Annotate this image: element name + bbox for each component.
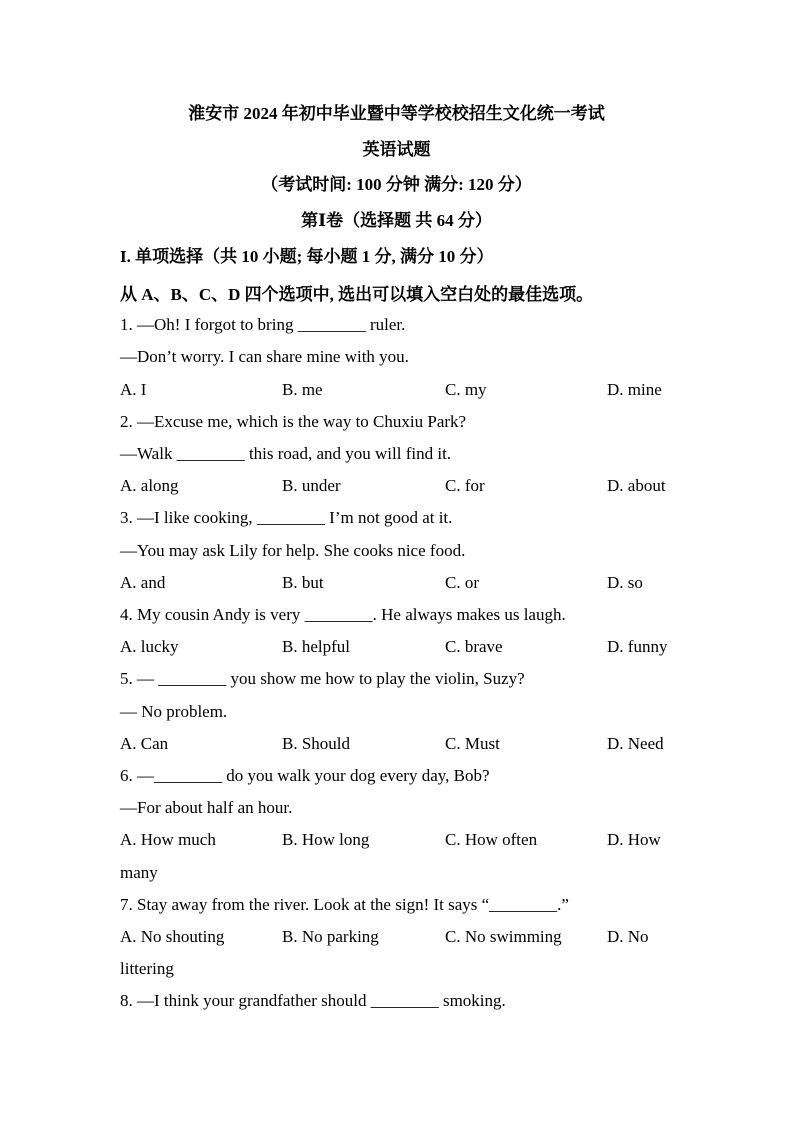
- question-7-option-a: A. No shouting: [120, 927, 225, 946]
- question-2-option-a: A. along: [120, 476, 179, 495]
- question-4-option-a: A. lucky: [120, 637, 179, 656]
- question-5-option-a: A. Can: [120, 734, 169, 753]
- question-3-option-c: C. or: [445, 573, 479, 592]
- question-3-option-d: D. so: [607, 573, 643, 592]
- question-5-option-c: C. Must: [445, 734, 500, 753]
- question-7-prompt: 7. Stay away from the river. Look at the sign! It says “________.”: [120, 895, 569, 914]
- question-7-option-b: B. No parking: [282, 927, 379, 946]
- question-7-option-c: C. No swimming: [445, 927, 562, 946]
- question-2-option-d: D. about: [607, 476, 666, 495]
- question-5-response: — No problem.: [120, 702, 228, 721]
- question-3-response: —You may ask Lily for help. She cooks nice food.: [120, 541, 466, 560]
- question-1-option-c: C. my: [445, 380, 487, 399]
- question-1-option-b: B. me: [282, 380, 323, 399]
- section-heading: I. 单项选择（共 10 小题; 每小题 1 分, 满分 10 分）: [120, 247, 494, 266]
- question-7-option-d-wrap: littering: [120, 959, 174, 978]
- question-2-option-c: C. for: [445, 476, 485, 495]
- question-3-prompt: 3. —I like cooking, ________ I’m not good at it.: [120, 508, 453, 527]
- volume-heading: 第Ⅰ卷（选择题 共 64 分）: [301, 211, 492, 230]
- question-6-response: —For about half an hour.: [120, 798, 293, 817]
- exam-subject: 英语试题: [362, 140, 431, 159]
- question-6-option-d: D. How: [607, 830, 661, 849]
- question-8-prompt: 8. —I think your grandfather should ________ smoking.: [120, 991, 506, 1010]
- question-3-option-a: A. and: [120, 573, 166, 592]
- question-7-option-d: D. No: [607, 927, 649, 946]
- question-1-prompt: 1. —Oh! I forgot to bring ________ ruler.: [120, 315, 406, 334]
- question-5-option-b: B. Should: [282, 734, 351, 753]
- question-6-option-a: A. How much: [120, 830, 216, 849]
- section-instruction: 从 A、B、C、D 四个选项中, 选出可以填入空白处的最佳选项。: [120, 285, 594, 304]
- question-2-option-b: B. under: [282, 476, 341, 495]
- question-6-option-c: C. How often: [445, 830, 538, 849]
- question-1-response: —Don’t worry. I can share mine with you.: [120, 347, 409, 366]
- question-4-option-b: B. helpful: [282, 637, 350, 656]
- exam-title: 淮安市 2024 年初中毕业暨中等学校校招生文化统一考试: [188, 104, 605, 123]
- question-5-option-d: D. Need: [607, 734, 664, 753]
- question-2-prompt: 2. —Excuse me, which is the way to Chuxiu Park?: [120, 412, 467, 431]
- question-1-option-a: A. I: [120, 380, 147, 399]
- question-5-prompt: 5. — ________ you show me how to play the violin, Suzy?: [120, 669, 525, 688]
- question-4-option-c: C. brave: [445, 637, 503, 656]
- question-2-response: —Walk ________ this road, and you will find it.: [120, 444, 452, 463]
- question-6-option-d-wrap: many: [120, 863, 158, 882]
- question-1-option-d: D. mine: [607, 380, 662, 399]
- exam-time-info: （考试时间: 100 分钟 满分: 120 分）: [261, 175, 532, 194]
- question-3-option-b: B. but: [282, 573, 324, 592]
- question-6-prompt: 6. —________ do you walk your dog every day, Bob?: [120, 766, 490, 785]
- question-4-prompt: 4. My cousin Andy is very ________. He always makes us laugh.: [120, 605, 566, 624]
- question-6-option-b: B. How long: [282, 830, 370, 849]
- question-4-option-d: D. funny: [607, 637, 668, 656]
